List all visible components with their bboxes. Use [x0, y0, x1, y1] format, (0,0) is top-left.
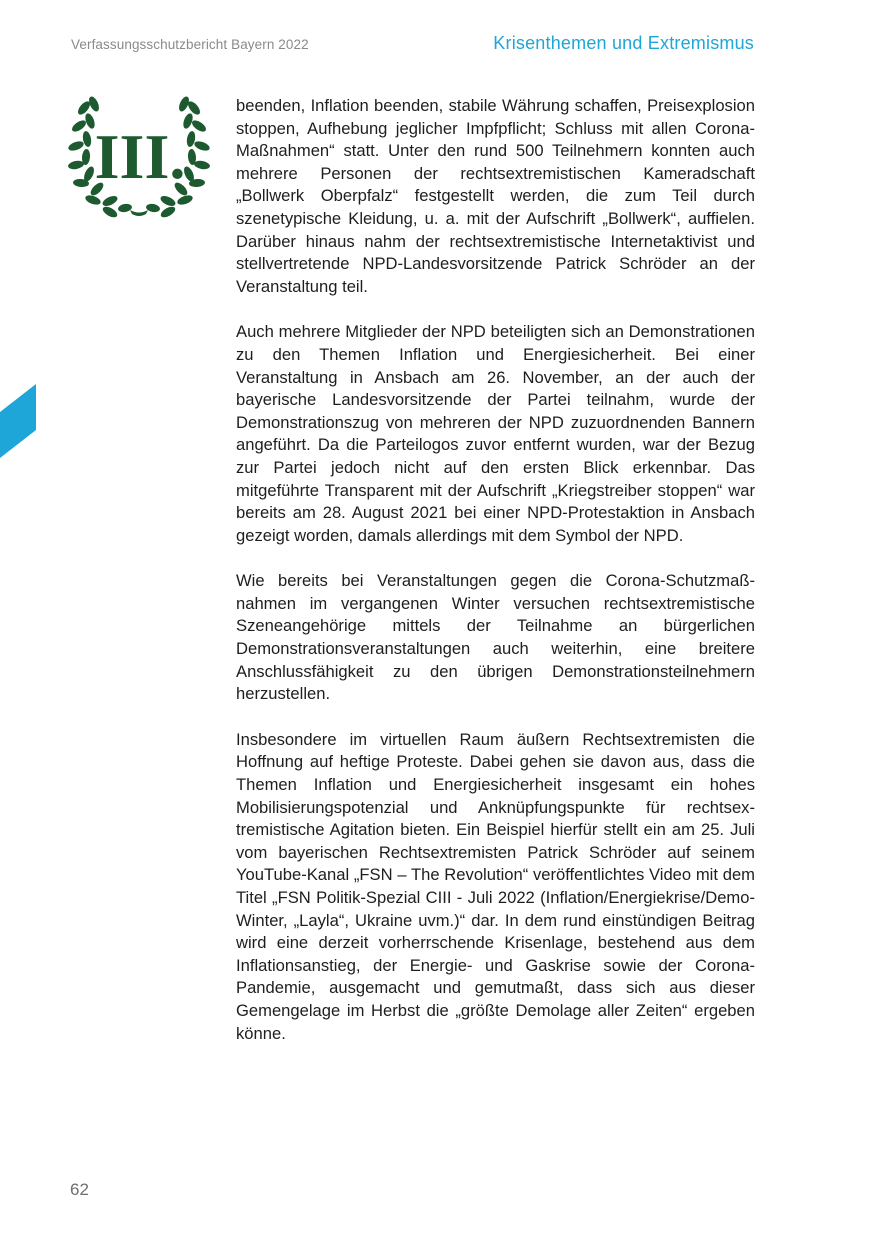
report-title: Verfassungsschutzbericht Bayern 2022	[71, 37, 309, 52]
paragraph: Insbesondere im virtuellen Raum äußern Rechtsextremisten die Hoffnung auf heftige Proteste. Dabei gehen sie davon aus, dass die Themen Inflation und Energiesicherheit insgesamt ein hohes Mobilisierungspotenzial und Anknüpfungspunkte für rechtsextremistische Agitation bieten. Ein Beispiel hierfür stellt ein am 25. Juli vom bayerischen Rechtsextremisten Patrick Schröder auf seinem YouTube-Kanal „FSN – The Revolution“ veröffentlichtes Video mit dem Titel „FSN Politik-Spezial CIII - Juli 2022 (Inflation/Energiekrise/Demo-Winter, „Layla“, Ukraine uvm.)“ dar. In dem rund einstündigen Beitrag wird eine derzeit vorherrschende Krisenlage, bestehend aus dem Inflationsanstieg, der Energie- und Gaskrise sowie der Corona-Pandemie, ausgemacht und gemutmaßt, dass sich aus dieser Gemengelage im Herbst die „größte Demolage aller Zeiten“ ergeben könne.	[236, 729, 755, 1043]
laurel-wreath-emblem	[68, 94, 210, 218]
emblem-numeral: III.	[94, 121, 186, 192]
chapter-tab-marker	[0, 384, 36, 458]
paragraph: Auch mehrere Mitglieder der NPD beteiligten sich an Demonstrationen zu den Themen Inflation und Energiesicherheit. Bei einer Veranstaltung in Ansbach am 26. November, an der auch der bayerische Landesvorsitzende der Partei teilnahm, wurde der Demonstrationszug von mehreren der NPD zuzuordnenden Bannern angeführt. Da die Parteilogos zuvor entfernt wurden, war der Bezug zur Partei jedoch nicht auf den ersten Blick erkennbar. Das mitgeführte Transparent mit der Aufschrift „Kriegstreiber stoppen“ war bereits am 28. August 2021 bei einer NPD-Protestaktion in Ansbach gezeigt worden, damals allerdings mit dem Symbol der NPD.	[236, 322, 755, 545]
paragraph: beenden, Inflation beenden, stabile Währung schaffen, Preisexplosion stoppen, Aufhebung jeglicher Impfpflicht; Schluss mit allen Corona-Maßnahmen“ statt. Unter den rund 500 Teilnehmern konnten auch mehrere Personen der rechtsextremistischen Kameradschaft „Bollwerk Oberpfalz“ festgestellt werden, die zum Teil durch szenetypische Kleidung, u. a. mit der Aufschrift „Bollwerk“, auffielen. Darüber hinaus nahm der rechtsextremistische Internetaktivist und stellvertretende NPD-Landesvorsitzende Patrick Schröder an der Veranstaltung teil.	[236, 96, 755, 296]
paragraph: Wie bereits bei Veranstaltungen gegen die Corona-Schutzmaßnahmen im vergangenen Winter versuchen rechtsextremistische Szeneangehörige mittels der Teilnahme an bürgerlichen Demonstrationsveranstaltungen auch weiterhin, eine breitere Anschlussfähigkeit zu den übrigen Demonstrationsteilnehmern herzustellen.	[236, 571, 755, 704]
page-number: 62	[70, 1180, 89, 1199]
body-text	[236, 95, 755, 1068]
section-title: Krisenthemen und Extremismus	[493, 33, 754, 53]
